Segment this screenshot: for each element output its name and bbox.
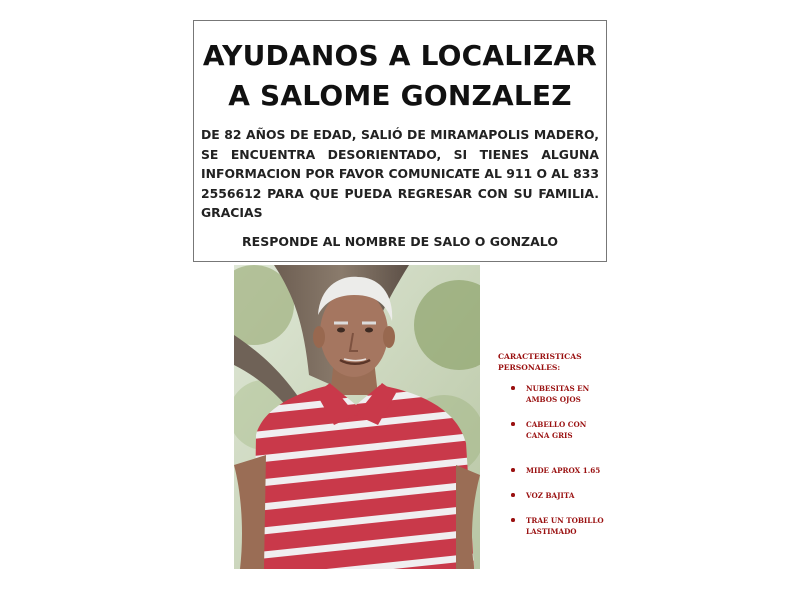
characteristics-list [498,383,608,537]
characteristics-heading: CARACTERISTICAS PERSONALES: [498,352,582,372]
list-item: VOZ BAJITA [498,490,608,501]
description-text: DE 82 AÑOS DE EDAD, SALIÓ DE MIRAMAPOLIS MADERO, SE ENCUENTRA DESORIENTADO, SI TIENES ALGUNA INFORMACION POR FAVOR COMUNICATE AL 911 O AL 833 2556612 PARA QUE PUEDA REGRESAR CON SU FAMILIA. GRACIAS [201,127,599,221]
characteristics-panel [498,351,608,537]
notice-box [193,20,607,262]
list-item: CABELLO CON CANA GRIS [498,419,608,441]
list-item: NUBESITAS EN AMBOS OJOS [498,383,608,405]
title-line-1: AYUDANOS A LOCALIZAR [202,39,598,72]
title-line-2: A SALOME GONZALEZ [228,79,572,112]
person-photo [234,265,480,569]
list-item: TRAE UN TOBILLO LASTIMADO [498,515,608,537]
list-item: MIDE APROX 1.65 [498,465,608,476]
response-name-text: RESPONDE AL NOMBRE DE SALO O GONZALO [242,233,558,249]
